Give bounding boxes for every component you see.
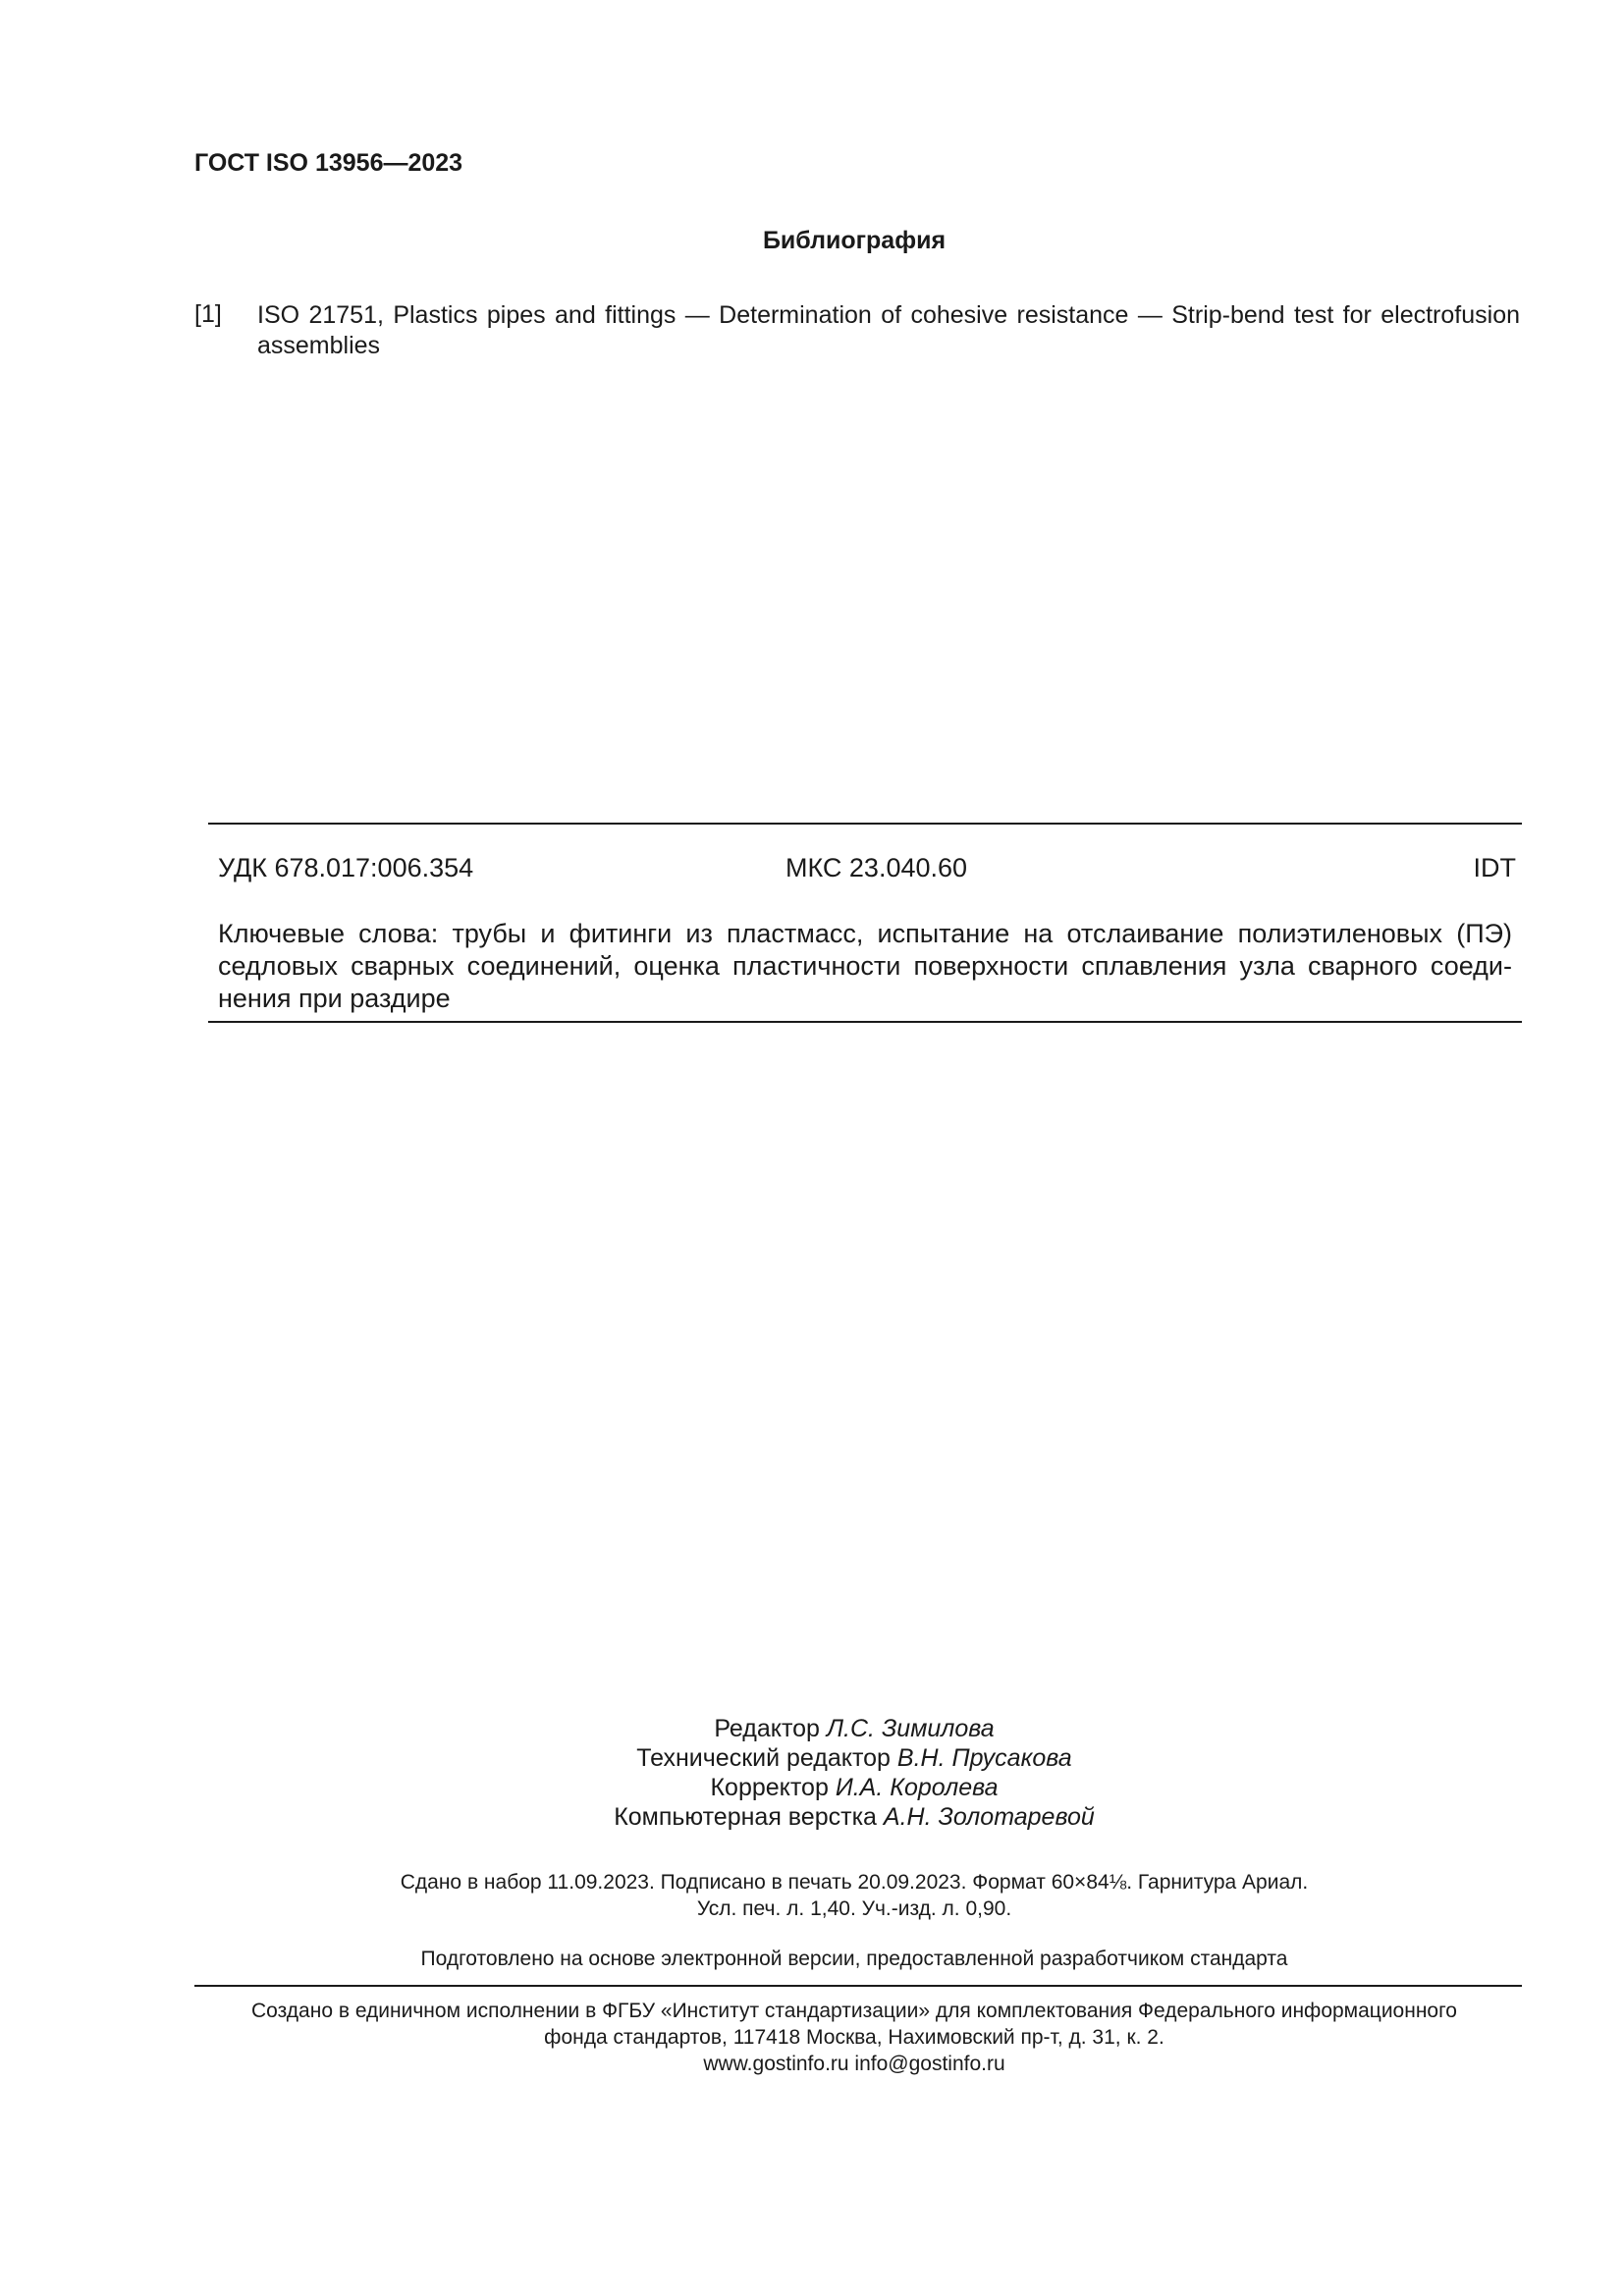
publisher-footer (0, 1998, 1624, 2077)
standard-code: ГОСТ ISO 13956—2023 (194, 149, 463, 177)
staff-credits (0, 1714, 1624, 1832)
staff-name: А.Н. Золотаревой (883, 1803, 1095, 1831)
footer-line: Создано в единичном исполнении в ФГБУ «Институт стандартизации» для комплектования Федерального информационного (251, 2000, 1457, 2022)
footer-rule (194, 1985, 1522, 1987)
keywords: Ключевые слова: трубы и фитинги из пластмасс, испытание на отслаивание полиэтиленовых (ПЭ) седловых сварных соединений, оценка пластичности поверхности сплавления узла сварного соеди-нения при раздире (218, 919, 1512, 1013)
staff-line-tech-editor (0, 1743, 1624, 1773)
staff-role: Технический редактор (636, 1744, 891, 1772)
udk-code: УДК 678.017:006.354 (218, 853, 474, 882)
classification-top-rule (208, 823, 1522, 825)
staff-line-layout (0, 1802, 1624, 1832)
staff-name: В.Н. Прусакова (896, 1744, 1072, 1772)
mks-code: МКС 23.040.60 (785, 853, 968, 882)
footer-line: фонда стандартов, 117418 Москва, Нахимовский пр-т, д. 31, к. 2. (544, 2026, 1164, 2049)
staff-role: Корректор (710, 1774, 829, 1801)
staff-role: Редактор (714, 1715, 820, 1742)
staff-line-proofreader (0, 1773, 1624, 1802)
footer-contacts: www.gostinfo.ru info@gostinfo.ru (703, 2053, 1005, 2075)
staff-name: Л.С. Зимилова (826, 1715, 995, 1742)
bibliography-title: Библиография (762, 227, 947, 254)
classification-bottom-rule (208, 1021, 1522, 1023)
staff-name: И.А. Королева (835, 1774, 999, 1801)
print-info-line: Сдано в набор 11.09.2023. Подписано в печать 20.09.2023. Формат 60×84⅛. Гарнитура Ариал. (400, 1871, 1309, 1894)
bibliography-entry-text: ISO 21751, Plastics pipes and fittings — Determination of cohesive resistance — Strip-bend test for electrofusion assemblies (257, 301, 1520, 359)
staff-line-editor (0, 1714, 1624, 1743)
print-info-line: Усл. печ. л. 1,40. Уч.-изд. л. 0,90. (696, 1897, 1012, 1920)
bibliography-entry-number: [1] (194, 300, 222, 328)
conformity-degree: IDT (1473, 853, 1516, 882)
staff-role: Компьютерная верстка (614, 1803, 877, 1831)
print-info (0, 1869, 1624, 1922)
based-on-note: Подготовлено на основе электронной версии, предоставленной разработчиком стандарта (420, 1948, 1288, 1970)
